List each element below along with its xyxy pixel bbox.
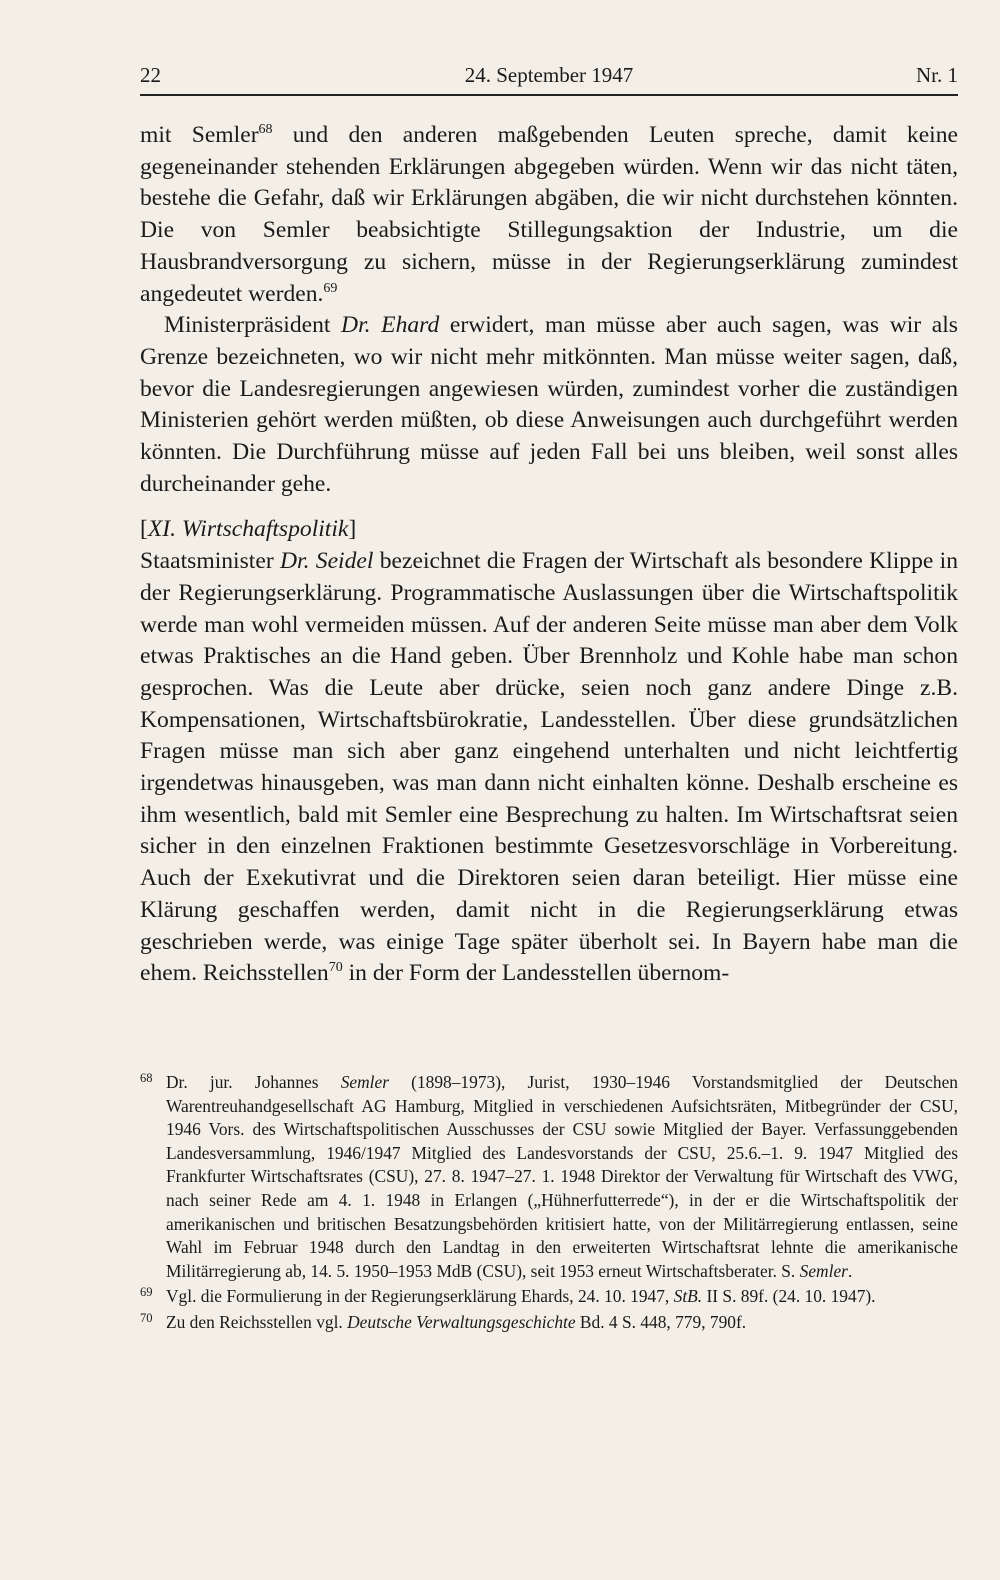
footnote-number: 70 [140, 1310, 153, 1325]
speaker-name: Dr. Ehard [341, 312, 440, 339]
header-issue: Nr. 1 [916, 63, 958, 87]
footnote-69: 69 Vgl. die Formulierung in der Regierungserklärung Ehards, 24. 10. 1947, StB. II S. 89f. (24. 10. 1947). [140, 1285, 958, 1309]
footnote-number: 69 [140, 1285, 153, 1300]
paragraph-3 [140, 546, 958, 990]
footnote-70: 70 Zu den Reichsstellen vgl. Deutsche Verwaltungsgeschichte Bd. 4 S. 448, 779, 790f. [140, 1311, 958, 1335]
footnote-ref-70[interactable]: 70 [328, 960, 343, 976]
footnote-ref-68[interactable]: 68 [258, 122, 273, 138]
p3-text-b: bezeichnet die Fragen der Wirtschaft als besondere Klippe in der Regierungserklärung. Programmatische Auslassungen über die Wirtschaftspolitik werde man wohl vermeiden müssen. Auf der anderen Seite müsse man aber dem Volk etwas Praktisches an die Hand geben. Über Brennholz und Kohle habe man schon gesprochen. Was die Leute aber drücke, seien noch ganz andere Dinge z.B. Kompensationen, Wirtschaftsbürokratie, Landesstellen. Über diese grundsätzlichen Fragen müsse man sich aber ganz eingehend unterhalten und nicht leichtfertig irgendetwas hinausgeben, was man dann nicht einhalten könne. Deshalb erscheine es ihm wesentlich, bald mit Semler eine Besprechung zu halten. Im Wirtschaftsrat seien sicher in den einzelnen Fraktionen bestimmte Gesetzesvorschläge in Vorbereitung. Auch der Exekutivrat und die Direktoren seien daran beteiligt. Hier müsse eine Klärung geschaffen werden, damit nicht in die Regierungserklärung etwas geschrieben werde, was einige Tage später überholt sei. In Bayern habe man die ehem. Reichsstellen [140, 548, 958, 987]
page-number: 22 [140, 63, 161, 87]
footnotes [140, 1071, 958, 1337]
p1-text-b: und den anderen maßgebenden Leuten spreche, damit keine gegeneinander stehenden Erklärungen abgegeben würden. Wenn wir das nicht täten, bestehe die Gefahr, daß wir Erklärungen abgäben, die wir nicht durchstehen könnten. Die von Semler beabsichtigte Stillegungsaktion der Industrie, um die Hausbrandversorgung zu sichern, müsse in der Regierungserklärung zumindest angedeutet werden. [140, 122, 958, 307]
header-date: 24. September 1947 [464, 63, 634, 87]
main-text [140, 120, 958, 990]
section-title: XI. Wirtschaftspolitik [147, 516, 349, 543]
p1-text-a: mit Semler [140, 122, 259, 148]
p2-text-a: Ministerpräsident [164, 312, 342, 339]
footnote-68: 68 Dr. jur. Johannes Semler (1898–1973), Jurist, 1930–1946 Vorstandsmitglied der Deutschen Warentreuhandgesellschaft AG Hamburg, Mitglied in verschiedenen Aufsichtsräten, Mitbegründer der CSU, 1946 Vors. des Wirtschaftspolitischen Ausschusses der CSU sowie Mitglied der Bayer. Verfassunggebenden Landesversammlung, 1946/1947 Mitglied des Landesvorstands der CSU, 25.6.–1. 9. 1947 Mitglied des Frankfurter Wirtschaftsrates (CSU), 27. 8. 1947–27. 1. 1948 Direktor der Verwaltung für Wirtschaft des VWG, nach seiner Rede am 4. 1. 1948 in Erlangen („Hühnerfutterrede“), in der er die Wirtschaftspolitik der amerikanischen und britischen Besatzungsbehörden kritisiert hatte, von der Militärregierung entlassen, seine Wahl im Februar 1948 durch den Landtag in den erweiterten Wirtschaftsrat lehnte die amerikanische Militärregierung ab, 14. 5. 1950–1953 MdB (CSU), seit 1953 erneut Wirtschaftsberater. S. Semler. [140, 1071, 958, 1283]
p3-text-a: Staatsminister [140, 548, 280, 575]
p2-text-b: erwidert, man müsse aber auch sagen, was wir als Grenze bezeichneten, wo wir nicht mehr mitkönnten. Man müsse weiter sagen, daß, bevor die Landesregierungen angewiesen würden, zumindest vorher die zuständigen Ministerien gehört werden müßten, ob diese Anweisungen auch durchgeführt werden könnten. Die Durchführung müsse auf jeden Fall bei uns bleiben, weil sonst alles durcheinander gehe. [140, 312, 958, 497]
paragraph-2 [140, 310, 958, 500]
footnote-number: 68 [140, 1071, 153, 1085]
paragraph-1 [140, 120, 958, 310]
section-heading: [XI. Wirtschaftspolitik] [140, 516, 357, 543]
speaker-name: Dr. Seidel [279, 548, 374, 575]
p3-text-c: in der Form der Landesstellen übernom- [342, 960, 730, 987]
footnote-ref-69[interactable]: 69 [323, 280, 338, 296]
running-header [140, 58, 958, 96]
